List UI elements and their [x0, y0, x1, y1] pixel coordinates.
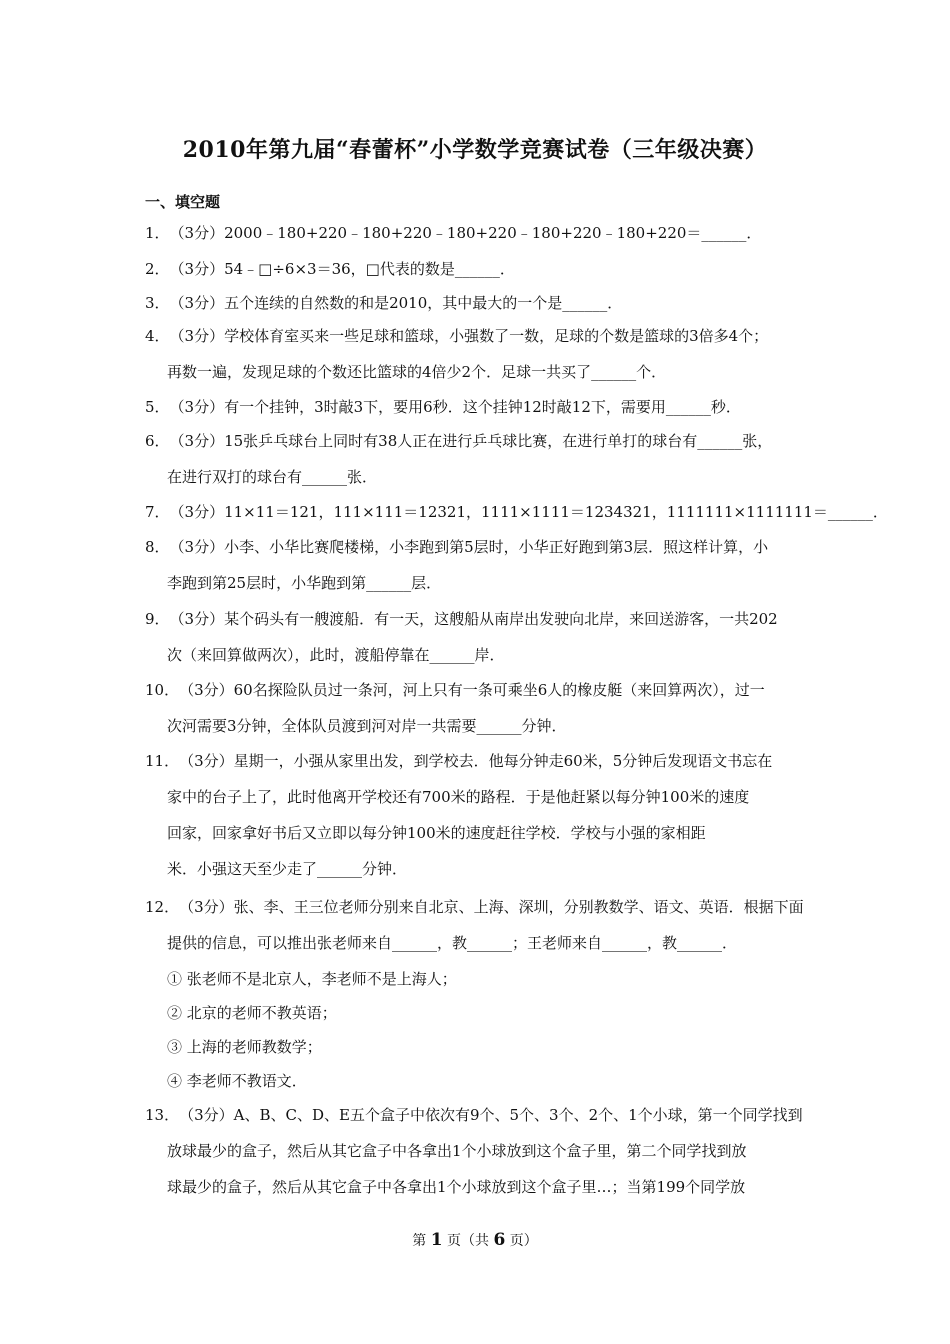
question-text: （3分）60名探险队员过一条河，河上只有一条可乘坐6人的橡皮艇（来回算两次），过一: [179, 681, 765, 699]
question-13: [145, 1097, 808, 1205]
question-text: 次河需要3分钟，全体队员渡到河对岸一共需要______分钟．: [167, 717, 567, 735]
question-text: 放球最少的盒子，然后从其它盒子中各拿出1个小球放到这个盒子里，第二个同学找到放: [167, 1142, 747, 1160]
question-text: 米．小强这天至少走了______分钟．: [167, 860, 408, 878]
question-text: 提供的信息，可以推出张老师来自______，教______；王老师来自______，教______．: [167, 934, 738, 952]
question-text: （3分）A、B、C、D、E五个盒子中依次有9个、5个、3个、2个、1个小球，第一个同学找到: [179, 1106, 803, 1124]
question-number: 3．: [145, 294, 170, 312]
question-2: [145, 251, 808, 287]
q12-condition-3: ③ 上海的老师教数学；: [167, 1038, 322, 1056]
question-text: （3分）11×11＝121，111×111＝12321，1111×1111＝1234321，1111111×1111111＝______．: [169, 503, 888, 521]
question-10: [145, 672, 808, 744]
question-number: 5．: [145, 398, 170, 416]
question-number: 8．: [145, 538, 170, 556]
question-number: 13．: [145, 1106, 180, 1124]
question-text: （3分）学校体育室买来一些足球和篮球，小强数了一数，足球的个数是篮球的3倍多4个；: [169, 327, 769, 345]
question-number: 2．: [145, 260, 170, 278]
page-number: 1: [430, 1230, 443, 1250]
question-text: （3分）张、李、王三位老师分别来自北京、上海、深圳，分别教数学、语文、英语．根据下面: [179, 898, 804, 916]
question-12: [145, 889, 808, 961]
question-text: （3分）有一个挂钟，3时敲3下，要用6秒．这个挂钟12时敲12下，需要用______秒．: [169, 398, 741, 416]
page-total: 6: [493, 1230, 506, 1250]
question-text: 家中的台子上了，此时他离开学校还有700米的路程．于是他赶紧以每分钟100米的速度: [167, 788, 750, 806]
question-number: 11．: [145, 752, 180, 770]
question-number: 1．: [145, 224, 170, 242]
question-number: 9．: [145, 610, 170, 628]
page-footer: [0, 1230, 950, 1250]
q12-condition-1: ① 张老师不是北京人，李老师不是上海人；: [167, 970, 457, 988]
question-text: （3分）某个码头有一艘渡船．有一天，这艘船从南岸出发驶向北岸，来回送游客，一共202: [169, 610, 778, 628]
question-number: 6．: [145, 432, 170, 450]
question-number: 4．: [145, 327, 170, 345]
question-number: 12．: [145, 898, 180, 916]
page-title: 2010年第九届“春蕾杯”小学数学竞赛试卷（三年级决赛）: [182, 137, 768, 163]
q12-condition-4: ④ 李老师不教语文．: [167, 1072, 307, 1090]
question-text: 回家，回家拿好书后又立即以每分钟100米的速度赶往学校．学校与小强的家相距: [167, 824, 706, 842]
question-text: （3分）星期一，小强从家里出发，到学校去．他每分钟走60米，5分钟后发现语文书忘在: [179, 752, 773, 770]
q12-condition-2: ② 北京的老师不教英语；: [167, 1004, 337, 1022]
footer-prefix: 第: [412, 1233, 431, 1249]
question-11: [145, 743, 808, 887]
question-3: [145, 285, 808, 321]
question-number: 7．: [145, 503, 170, 521]
question-text: （3分）小李、小华比赛爬楼梯，小李跑到第5层时，小华正好跑到第3层．照这样计算，小: [169, 538, 769, 556]
question-text: 球最少的盒子，然后从其它盒子中各拿出1个小球放到这个盒子里…；当第199个同学放: [167, 1178, 746, 1196]
footer-suffix: 页）: [505, 1233, 538, 1249]
question-text: （3分）2000﹣180+220﹣180+220﹣180+220﹣180+220﹣180+220＝______．: [169, 224, 762, 242]
question-1: [145, 215, 808, 251]
question-text: （3分）54﹣□÷6×3＝36，□代表的数是______．: [169, 260, 515, 278]
question-5: [145, 389, 808, 425]
question-8: [145, 529, 808, 601]
question-4: [145, 318, 808, 390]
question-6: [145, 423, 808, 495]
question-text: 李跑到第25层时，小华跑到第______层．: [167, 574, 442, 592]
section-heading: 一、填空题: [145, 193, 221, 211]
question-text: 在进行双打的球台有______张．: [167, 468, 378, 486]
question-text: （3分）15张乒乓球台上同时有38人正在进行乒乓球比赛，在进行单打的球台有______张，: [169, 432, 773, 450]
question-9: [145, 601, 808, 673]
question-text: 次（来回算做两次），此时，渡船停靠在______岸．: [167, 646, 505, 664]
question-text: 再数一遍，发现足球的个数还比篮球的4倍少2个．足球一共买了______个．: [167, 363, 667, 381]
question-text: （3分）五个连续的自然数的和是2010，其中最大的一个是______．: [169, 294, 623, 312]
question-number: 10．: [145, 681, 180, 699]
footer-middle: 页（共: [442, 1233, 494, 1249]
question-7: [145, 494, 888, 530]
